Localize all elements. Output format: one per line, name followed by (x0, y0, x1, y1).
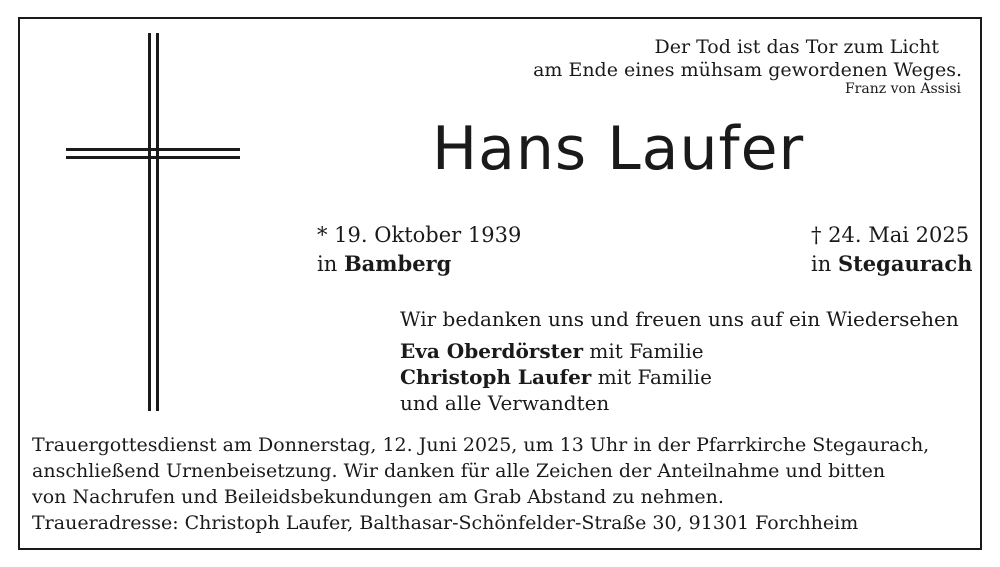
birth-place (317, 250, 451, 278)
details-line-2: anschließend Urnenbeisetzung. Wir danken für alle Zeichen der Anteilnahme und bitten (32, 460, 886, 482)
birth-date: * 19. Oktober 1939 (317, 223, 522, 247)
quote-author: Franz von Assisi (844, 81, 961, 97)
details-line-4: Traueradresse: Christoph Laufer, Balthasar-Schönfelder-Straße 30, 91301 Forchheim (32, 512, 859, 534)
quote-line-1: Der Tod ist das Tor zum Licht (654, 36, 939, 58)
death-place-name: Stegaurach (837, 251, 973, 276)
deceased-name: Hans Laufer (432, 114, 805, 184)
mourner-name: Christoph Laufer (400, 365, 592, 389)
cross-icon (64, 33, 244, 413)
birth-place-name: Bamberg (343, 251, 452, 276)
quote-line-2: am Ende eines mühsam gewordenen Weges. (533, 59, 962, 81)
mourner-line (400, 338, 704, 364)
birth-place-prefix: in (317, 252, 338, 276)
mourner-suffix: mit Familie (583, 339, 704, 363)
mourner-name: Eva Oberdörster (400, 339, 584, 363)
thanks-line: Wir bedanken uns und freuen uns auf ein Wiedersehen (400, 307, 959, 331)
death-date: † 24. Mai 2025 (811, 223, 970, 247)
mourner-suffix: mit Familie (591, 365, 712, 389)
service-details (32, 432, 929, 536)
obituary-notice (18, 17, 982, 550)
mourner-line (400, 390, 609, 416)
mourner-line (400, 364, 712, 390)
death-place-prefix: in (811, 252, 832, 276)
death-place (811, 250, 972, 278)
mourner-suffix: und alle Verwandten (400, 391, 610, 415)
details-line-3: von Nachrufen und Beileidsbekundungen am Grab Abstand zu nehmen. (32, 486, 724, 508)
details-line-1: Trauergottesdienst am Donnerstag, 12. Juni 2025, um 13 Uhr in der Pfarrkirche Stegaurach, (32, 434, 930, 456)
